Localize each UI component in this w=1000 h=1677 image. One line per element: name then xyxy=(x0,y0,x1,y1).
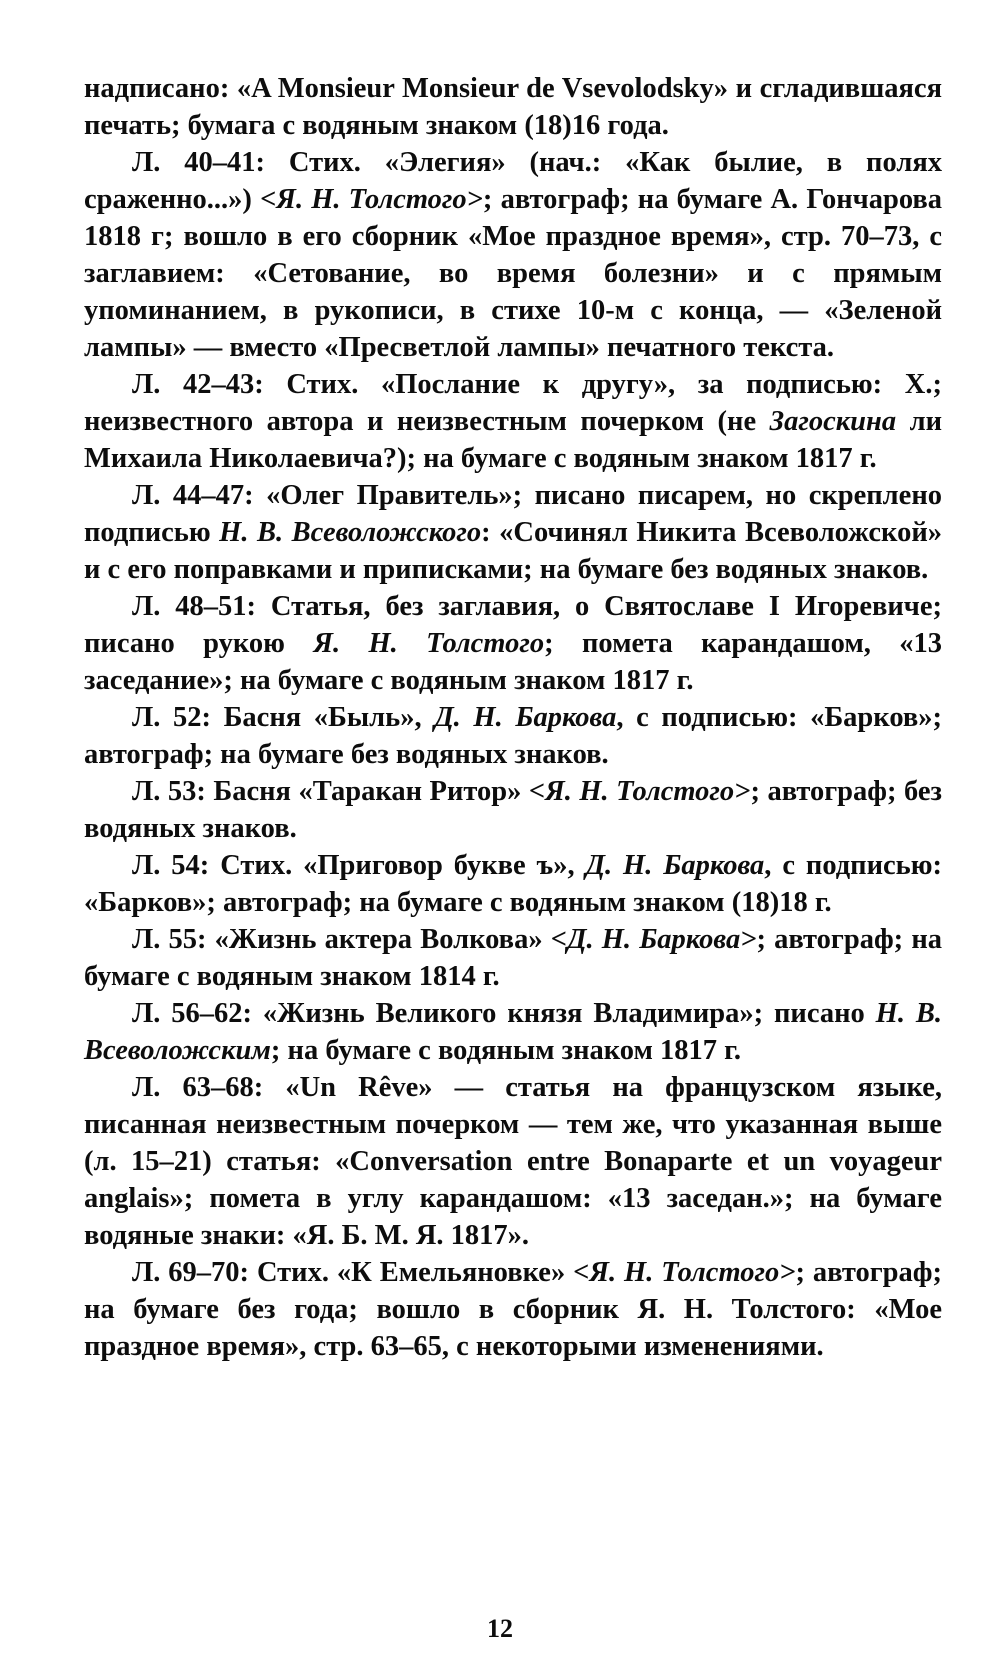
text-segment: ; автограф; без водяных знаков. xyxy=(84,776,942,844)
italic-text: <Д. Н. Баркова> xyxy=(550,924,757,955)
text-segment: ; помета карандашом, «13 заседание»; на бумаге с водяным знаком 1817 г. xyxy=(84,628,943,696)
paragraph xyxy=(84,477,942,588)
text-segment: : «Сочинял Никита Всеволожской» и с его поправками и приписками; на бумаге без водяных знаков. xyxy=(84,517,942,585)
paragraph xyxy=(84,588,942,699)
text-segment: Л. 56–62: «Жизнь Великого князя Владимира»; писано xyxy=(132,998,876,1029)
text-segment: Л. 42–43: Стих. «Послание к другу», за подписью: X.; неизвестного автора и неизвестным почерком (не xyxy=(84,369,942,437)
text-segment: ; на бумаге с водяным знаком 1817 г. xyxy=(270,1035,742,1066)
text-segment: Л. 44–47: «Олег Правитель»; писано писарем, но скреплено подписью xyxy=(84,480,942,548)
text-segment: ; автограф; на бумаге А. Гончарова 1818 г; вошло в его сборник «Мое праздное время», стр. 70–73, с заглавием: «Сетование, во время болезни» и с прямым упоминанием, в рукописи, в стихе 10-м с конца, — «Зеленой лампы» — вместо «Пресветлой лампы» печатного текста. xyxy=(84,184,942,363)
italic-text: <Я. Н. Толстого> xyxy=(260,184,483,215)
page-number: 12 xyxy=(487,1614,513,1643)
text-segment: ; автограф; на бумаге с водяным знаком 1814 г. xyxy=(84,924,943,992)
paragraph xyxy=(84,699,942,773)
text-segment: Л. 55: «Жизнь актера Волкова» xyxy=(132,924,551,955)
text-segment: Л. 40–41: Стих. «Элегия» (нач.: «Как былие, в полях сраженно...») xyxy=(84,147,942,215)
italic-text: <Я. Н. Толстого> xyxy=(528,776,751,807)
text-segment: Л. 53: Басня «Таракан Ритор» xyxy=(132,776,529,807)
text-segment: Л. 52: Басня «Быль», xyxy=(132,702,435,733)
text-segment: , с подписью: «Барков»; автограф; на бумаге с водяным знаком (18)18 г. xyxy=(84,850,943,918)
paragraph xyxy=(84,773,942,847)
text-segment: ; автограф; на бумаге без года; вошло в сборник Я. Н. Толстого: «Мое праздное время», стр. 63–65, с некоторыми изменениями. xyxy=(84,1257,942,1362)
paragraph xyxy=(84,995,942,1069)
italic-text: Я. Н. Толстого xyxy=(313,628,545,659)
paragraph xyxy=(84,1069,942,1254)
paragraph xyxy=(84,1254,942,1365)
text-segment: Л. 48–51: Статья, без заглавия, о Святославе I Игоревиче; писано рукою xyxy=(84,591,942,659)
paragraph xyxy=(84,366,942,477)
text-segment: , с подписью: «Барков»; автограф; на бумаге без водяных знаков. xyxy=(84,702,942,770)
text-segment: Л. 54: Стих. «Приговор букве ъ», xyxy=(132,850,586,881)
text-segment: ли Михаила Николаевича?); на бумаге с водяным знаком 1817 г. xyxy=(84,406,942,474)
italic-text: Д. Н. Баркова xyxy=(434,702,617,733)
italic-text: Н. В. Всеволожским xyxy=(84,998,942,1066)
italic-text: Н. В. Всеволожского xyxy=(219,517,482,548)
paragraph xyxy=(84,921,942,995)
paragraph xyxy=(84,70,942,144)
text-segment: Л. 63–68: «Un Rêve» — статья на французском языке, писанная неизвестным почерком — тем же, что указанная выше (л. 15–21) статья: «Conversation entre Bonaparte et un voyageur anglais»; помета в углу карандашом: «13 заседан.»; на бумаге водяные знаки: «Я. Б. М. Я. 1817». xyxy=(84,1072,942,1251)
italic-text: <Я. Н. Толстого> xyxy=(573,1257,796,1288)
text-segment: надписано: «A Monsieur Monsieur de Vsevolodsky» и сгладившаяся печать; бумага с водяным знаком (18)16 года. xyxy=(84,73,942,141)
page-body xyxy=(84,70,942,1365)
paragraph xyxy=(84,847,942,921)
italic-text: Загоскина xyxy=(769,406,897,437)
paragraph xyxy=(84,144,942,366)
italic-text: Д. Н. Баркова xyxy=(585,850,765,881)
text-segment: Л. 69–70: Стих. «К Емельяновке» xyxy=(132,1257,574,1288)
